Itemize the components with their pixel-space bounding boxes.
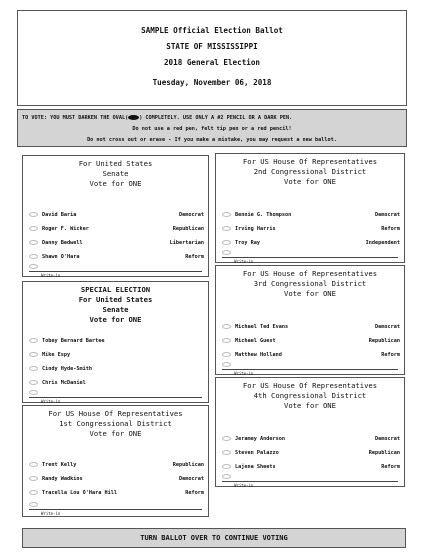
oval-icon[interactable] xyxy=(222,226,231,231)
candidate-option[interactable]: Tobey Bernard Bartee xyxy=(29,336,204,346)
instruction-line-2: Do not use a red pen, felt tip pen or a red pencil! xyxy=(132,126,292,132)
oval-icon[interactable] xyxy=(29,240,38,245)
oval-icon[interactable] xyxy=(29,366,38,371)
ballot-header xyxy=(17,10,407,106)
candidate-option[interactable]: Trent Kelly Republican xyxy=(29,460,204,470)
contest-subtitle: Senate xyxy=(102,305,129,314)
contest-subtitle: 2nd Congressional District xyxy=(253,167,367,176)
contest-title: For US House Of Representatives xyxy=(48,409,183,418)
contest-title: For US House Of Representatives xyxy=(242,157,378,166)
contest-subtitle: 1st Congressional District xyxy=(59,419,172,428)
oval-icon[interactable] xyxy=(29,226,38,231)
ballot-election: 2018 General Election xyxy=(163,58,260,67)
contest-title: For United States xyxy=(78,159,153,168)
turn-over-banner: TURN BALLOT OVER TO CONTINUE VOTING xyxy=(22,528,406,548)
oval-icon[interactable] xyxy=(222,324,231,329)
oval-icon[interactable] xyxy=(29,264,38,269)
ballot xyxy=(17,10,407,147)
candidate-option[interactable]: Danny Bedwell Libertarian xyxy=(29,238,204,248)
oval-icon[interactable] xyxy=(29,462,38,467)
oval-icon[interactable] xyxy=(29,490,38,495)
filled-oval-icon xyxy=(128,115,139,120)
candidate-option[interactable]: Michael Guest Republican xyxy=(222,336,400,346)
candidate-option[interactable]: Jeramey Anderson Democrat xyxy=(222,434,400,444)
oval-icon[interactable] xyxy=(29,390,38,395)
candidate-option[interactable]: Roger F. Wicker Republican xyxy=(29,224,204,234)
oval-icon[interactable] xyxy=(29,212,38,217)
oval-icon[interactable] xyxy=(222,212,231,217)
candidate-option[interactable]: Michael Ted Evans Democrat xyxy=(222,322,400,332)
oval-icon[interactable] xyxy=(222,250,231,255)
instruction-line-1: TO VOTE: YOU MUST DARKEN THE OVAL( ) COMPLETELY. USE ONLY A #2 PENCIL OR A DARK PEN. xyxy=(22,115,293,121)
voting-instructions xyxy=(17,109,407,147)
candidate-option[interactable]: Tracella Lou O'Hara Hill Reform xyxy=(29,488,204,498)
ballot-date: Tuesday, November 06, 2018 xyxy=(152,78,272,87)
oval-icon[interactable] xyxy=(29,502,38,507)
oval-icon[interactable] xyxy=(29,338,38,343)
candidate-option[interactable]: Matthew Holland Reform xyxy=(222,350,400,360)
contest-vote-for: Vote for ONE xyxy=(89,429,142,438)
contest-title: For US House Of Representatives xyxy=(242,381,378,390)
contest-vote-for: Vote for ONE xyxy=(284,289,336,298)
candidate-option[interactable]: Mike Espy xyxy=(29,350,204,360)
contest-special-label: SPECIAL ELECTION xyxy=(80,285,151,294)
contest-us-senate xyxy=(22,155,209,277)
contest-special-senate xyxy=(22,281,209,403)
ballot-title: SAMPLE Official Election Ballot xyxy=(141,26,283,35)
write-in-line[interactable]: Write-in xyxy=(222,250,398,258)
candidate-option[interactable]: Chris McDaniel xyxy=(29,378,204,388)
instruction-line-3: Do not cross out or erase - If you make a mistake, you may request a new ballot. xyxy=(87,137,337,143)
oval-icon[interactable] xyxy=(222,464,231,469)
contest-title: For US House of Representatives xyxy=(242,269,378,278)
oval-icon[interactable] xyxy=(29,352,38,357)
oval-icon[interactable] xyxy=(29,254,38,259)
oval-icon[interactable] xyxy=(222,240,231,245)
candidate-option[interactable]: Bennie G. Thompson Democrat xyxy=(222,210,400,220)
candidate-option[interactable]: Shawn O'Hara Reform xyxy=(29,252,204,262)
contest-vote-for: Vote for ONE xyxy=(89,315,142,324)
contest-subtitle: Senate xyxy=(102,169,129,178)
candidate-option[interactable]: Randy Wadkins Democrat xyxy=(29,474,204,484)
oval-icon[interactable] xyxy=(29,476,38,481)
contest-us-house-3 xyxy=(215,265,405,375)
write-in-line[interactable]: Write-in xyxy=(29,264,202,272)
contest-subtitle: 3rd Congressional District xyxy=(253,279,367,288)
ballot-state: STATE OF MISSISSIPPI xyxy=(166,42,258,51)
oval-icon[interactable] xyxy=(222,338,231,343)
candidate-option[interactable]: Lajena Sheets Reform xyxy=(222,462,400,472)
candidate-option[interactable]: Steven Palazzo Republican xyxy=(222,448,400,458)
contest-us-house-1 xyxy=(22,405,209,517)
candidate-option[interactable]: Cindy Hyde-Smith xyxy=(29,364,204,374)
candidate-option[interactable]: Irving Harris Reform xyxy=(222,224,400,234)
candidate-option[interactable]: Troy Ray Independent xyxy=(222,238,400,248)
oval-icon[interactable] xyxy=(222,450,231,455)
oval-icon[interactable] xyxy=(222,474,231,479)
write-in-line[interactable]: Write-in xyxy=(29,390,202,398)
write-in-line[interactable]: Write-in xyxy=(222,362,398,370)
contest-us-house-4 xyxy=(215,377,405,487)
candidate-option[interactable]: David Baria Democrat xyxy=(29,210,204,220)
contest-subtitle: 4th Congressional District xyxy=(253,391,367,400)
oval-icon[interactable] xyxy=(29,380,38,385)
write-in-line[interactable]: Write-in xyxy=(222,474,398,482)
oval-icon[interactable] xyxy=(222,436,231,441)
contest-vote-for: Vote for ONE xyxy=(284,401,336,410)
write-in-line[interactable]: Write-in xyxy=(29,502,202,510)
contest-title: For United States xyxy=(78,295,153,304)
contest-vote-for: Vote for ONE xyxy=(284,177,336,186)
contest-vote-for: Vote for ONE xyxy=(89,179,142,188)
oval-icon[interactable] xyxy=(222,352,231,357)
oval-icon[interactable] xyxy=(222,362,231,367)
contest-us-house-2 xyxy=(215,153,405,263)
